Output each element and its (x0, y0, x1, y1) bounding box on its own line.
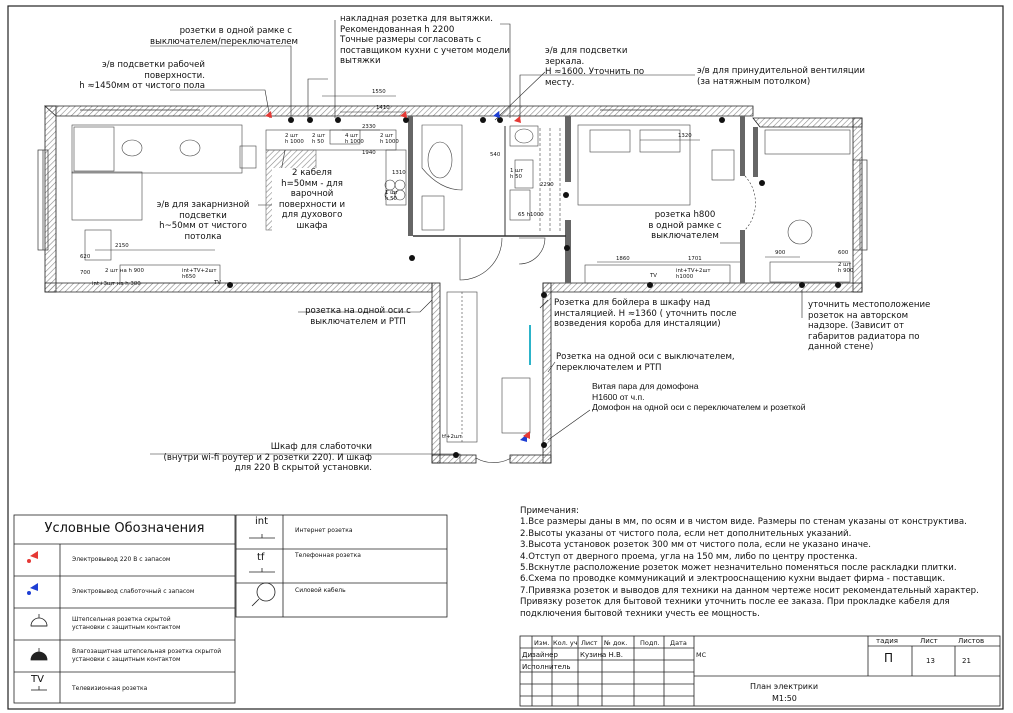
plan-label-d3: 2 шт h 900 (838, 262, 854, 275)
dim-1320: 1320 (678, 133, 692, 139)
socket-legend-icon (31, 618, 47, 626)
study-furniture (765, 130, 850, 282)
tb-stage-value: П (884, 651, 894, 665)
note-2: 2.Высоты указаны от чистого пола, если нет дополнительных указаний. (520, 528, 852, 539)
legend-item-socket: Штепсельная розетка скрытой установки с защитным контактом (72, 616, 181, 631)
annotation-hall-socket: Розетка на одной оси с выключателем, переключателем и РТП (556, 352, 735, 373)
annotation-switch-socket: розетки в одной рамке с выключателем/переключателем (150, 26, 299, 47)
tb-sheets-label: Листов (958, 637, 985, 645)
note-5: 5.Вскнутле расположение розеток может незначительно поменяться после раскладки плитки. (520, 563, 957, 574)
dim-1410: 1410 (376, 105, 390, 111)
dim-1550: 1550 (372, 89, 386, 95)
dim-600: 600 (838, 250, 849, 256)
wet-socket-legend-icon (31, 652, 47, 660)
tb-stage-label: тадия (876, 637, 898, 645)
dim-620: 620 (80, 254, 91, 260)
tb-code: МС (696, 651, 707, 659)
annotation-intercom: Витая пара для домофона Н1600 от ч.п. Домофон на одной оси с переключателем и розеткой (592, 381, 806, 412)
tb-sheets-value: 21 (962, 657, 971, 665)
legend-item-phone: Телефонная розетка (295, 552, 361, 559)
plan-label-bath1: 65 h1000 (518, 212, 544, 218)
legend-item-red-outlet: Электровывод 220 В с запасом (72, 556, 171, 563)
note-4: 4.Отступ от дверного проема, угла на 150 мм, либо по центру простенка. (520, 551, 858, 562)
tb-h-podp: Подп. (640, 639, 660, 647)
plan-label-k3: 4 шт h 1000 (345, 133, 364, 146)
annotation-radiator-socket: уточнить местоположение розеток на авторском надзоре. (Зависит от габаритов радиатора по данной стене) (808, 300, 931, 352)
annotation-mirror-light: э/в для подсветки зеркала. H ≈1600. Уточнить по месту. (545, 46, 645, 88)
plan-label-k6: 1 шт h 50 (510, 168, 524, 181)
annotation-work-surface-light: э/в подсветки рабочей поверхности. h ≈1450мм от чистого пола (79, 60, 205, 91)
tb-h-izm: Изм. (534, 639, 550, 647)
annotation-forced-ventilation: э/в для принудительной вентиляции (за натяжным потолком) (697, 66, 865, 87)
annotation-boiler-socket: Розетка для бойлера в шкафу над инсталяцией. Н ≈1360 ( уточнить после возведения короба для инсталяции) (554, 298, 737, 329)
plan-label-k1: 2 шт h 1000 (285, 133, 304, 146)
legend-item-internet: Интернет розетка (295, 527, 353, 534)
plan-label-k2: 2 шт h 50 (312, 133, 326, 146)
dim-1860: 1860 (616, 256, 630, 262)
dim-2290: 2290 (540, 182, 554, 188)
legend-item-wet-socket: Влагозащитная штепсельная розетка скрытой установки с защитным контактом (72, 648, 222, 663)
note-7: 7.Привязка розеток и выводов для техники на данном чертеже носит рекомендательный характер. (520, 585, 979, 596)
note-8: Привязку розеток для бытовой техники уточнить после ее заказа. При прокладке кабеля для (520, 597, 950, 608)
tb-h-kol: Кол. уч (553, 639, 578, 647)
sheet-scale: М1:50 (772, 694, 797, 703)
power-cable-legend-icon (257, 583, 275, 601)
note-9: подключения бытовой техники учесть ее мощность. (520, 608, 760, 619)
note-1: 1.Все размеры даны в мм, по осям и в чистом виде. Размеры по стенам указаны от конструктива. (520, 517, 967, 528)
notes-block (520, 506, 979, 620)
dim-900: 900 (775, 250, 786, 256)
dim-540: 540 (490, 152, 501, 158)
annotation-socket-axis-rtp: розетка на одной оси с выключателем и РТП (305, 306, 411, 327)
tb-designer-name: Кузина Н.В. (580, 651, 623, 659)
tb-sheet-value: 13 (926, 657, 935, 665)
dim-1310: 1310 (392, 170, 406, 176)
legend-item-power-cable: Силовой кабель (295, 587, 346, 594)
notes-title: Примечания: (520, 506, 579, 516)
dim-2150: 2150 (115, 243, 129, 249)
note-6: 6.Схема по проводке коммуникаций и электрооснащению кухни выдает фирма - поставщик. (520, 574, 946, 585)
legend-item-blue-outlet: Электровывод слаботочный с запасом (72, 588, 195, 595)
annotation-hood-socket: накладная розетка для вытяжки. Рекомендованная h 2200 Точные размеры согласовать с поставщиком кухни с учетом модели вытяжки (340, 14, 511, 66)
legend-tf-symbol: tf (257, 552, 265, 563)
blue-outlet-legend-icon (30, 583, 38, 591)
annotation-low-current-cabinet: Шкаф для слаботочки (внутри wi-fi роутер и 2 розетки 220). И шкаф для 220 В скрытой установки. (163, 442, 372, 473)
annotation-hob-oven-cables: 2 кабеля h=50мм - для варочной поверхности и для духового шкафа (272, 168, 352, 231)
plan-label-living2: int+3шт на h 300 (92, 281, 141, 287)
tb-h-data: Дата (670, 639, 687, 647)
tb-executor-role: Исполнитель (522, 663, 571, 671)
legend-tv-symbol: TV (31, 674, 44, 685)
legend-int-symbol: int (255, 516, 269, 527)
tb-sheet-label: Лист (920, 637, 938, 645)
tb-h-doc: № док. (604, 639, 628, 647)
note-3: 3.Высота установок розеток 300 мм от чистого пола, если не указано иначе. (520, 540, 871, 551)
bedroom-furniture (578, 125, 734, 283)
red-outlet-legend-icon (30, 551, 38, 559)
dim-700: 700 (80, 270, 91, 276)
dim-1701: 1701 (688, 256, 702, 262)
plan-label-living1: 2 шт на h 900 (105, 268, 144, 274)
plan-label-k5: 1 шт h 50 (385, 190, 399, 203)
tb-designer-role: Дизайнер (522, 651, 558, 659)
corridor-closet (447, 292, 530, 442)
sheet-title: План электрики (750, 682, 819, 691)
annotation-cornice-light: э/в для закарнизной подсветки h~50мм от чистого потолка (148, 200, 258, 242)
legend-table (14, 515, 447, 703)
legend-title: Условные Обозначения (44, 521, 205, 536)
dim-2330: 2330 (362, 124, 376, 130)
tb-h-list: Лист (581, 639, 598, 647)
dim-1940: 1940 (362, 150, 376, 156)
annotation-bedroom-socket: розетка h800 в одной рамке с выключателем (645, 210, 725, 242)
plan-label-tv2: TV (650, 273, 657, 279)
plan-label-tv1: TV (214, 280, 221, 286)
plan-label-living3: int+TV+2шт h650 (182, 268, 217, 281)
plan-label-bed1: int+TV+2шт h1000 (676, 268, 711, 281)
plan-label-hall1: tf+2шт (442, 434, 463, 440)
plan-label-k4: 2 шт h 1000 (380, 133, 399, 146)
legend-item-tv: Телевизионная розетка (72, 685, 148, 692)
